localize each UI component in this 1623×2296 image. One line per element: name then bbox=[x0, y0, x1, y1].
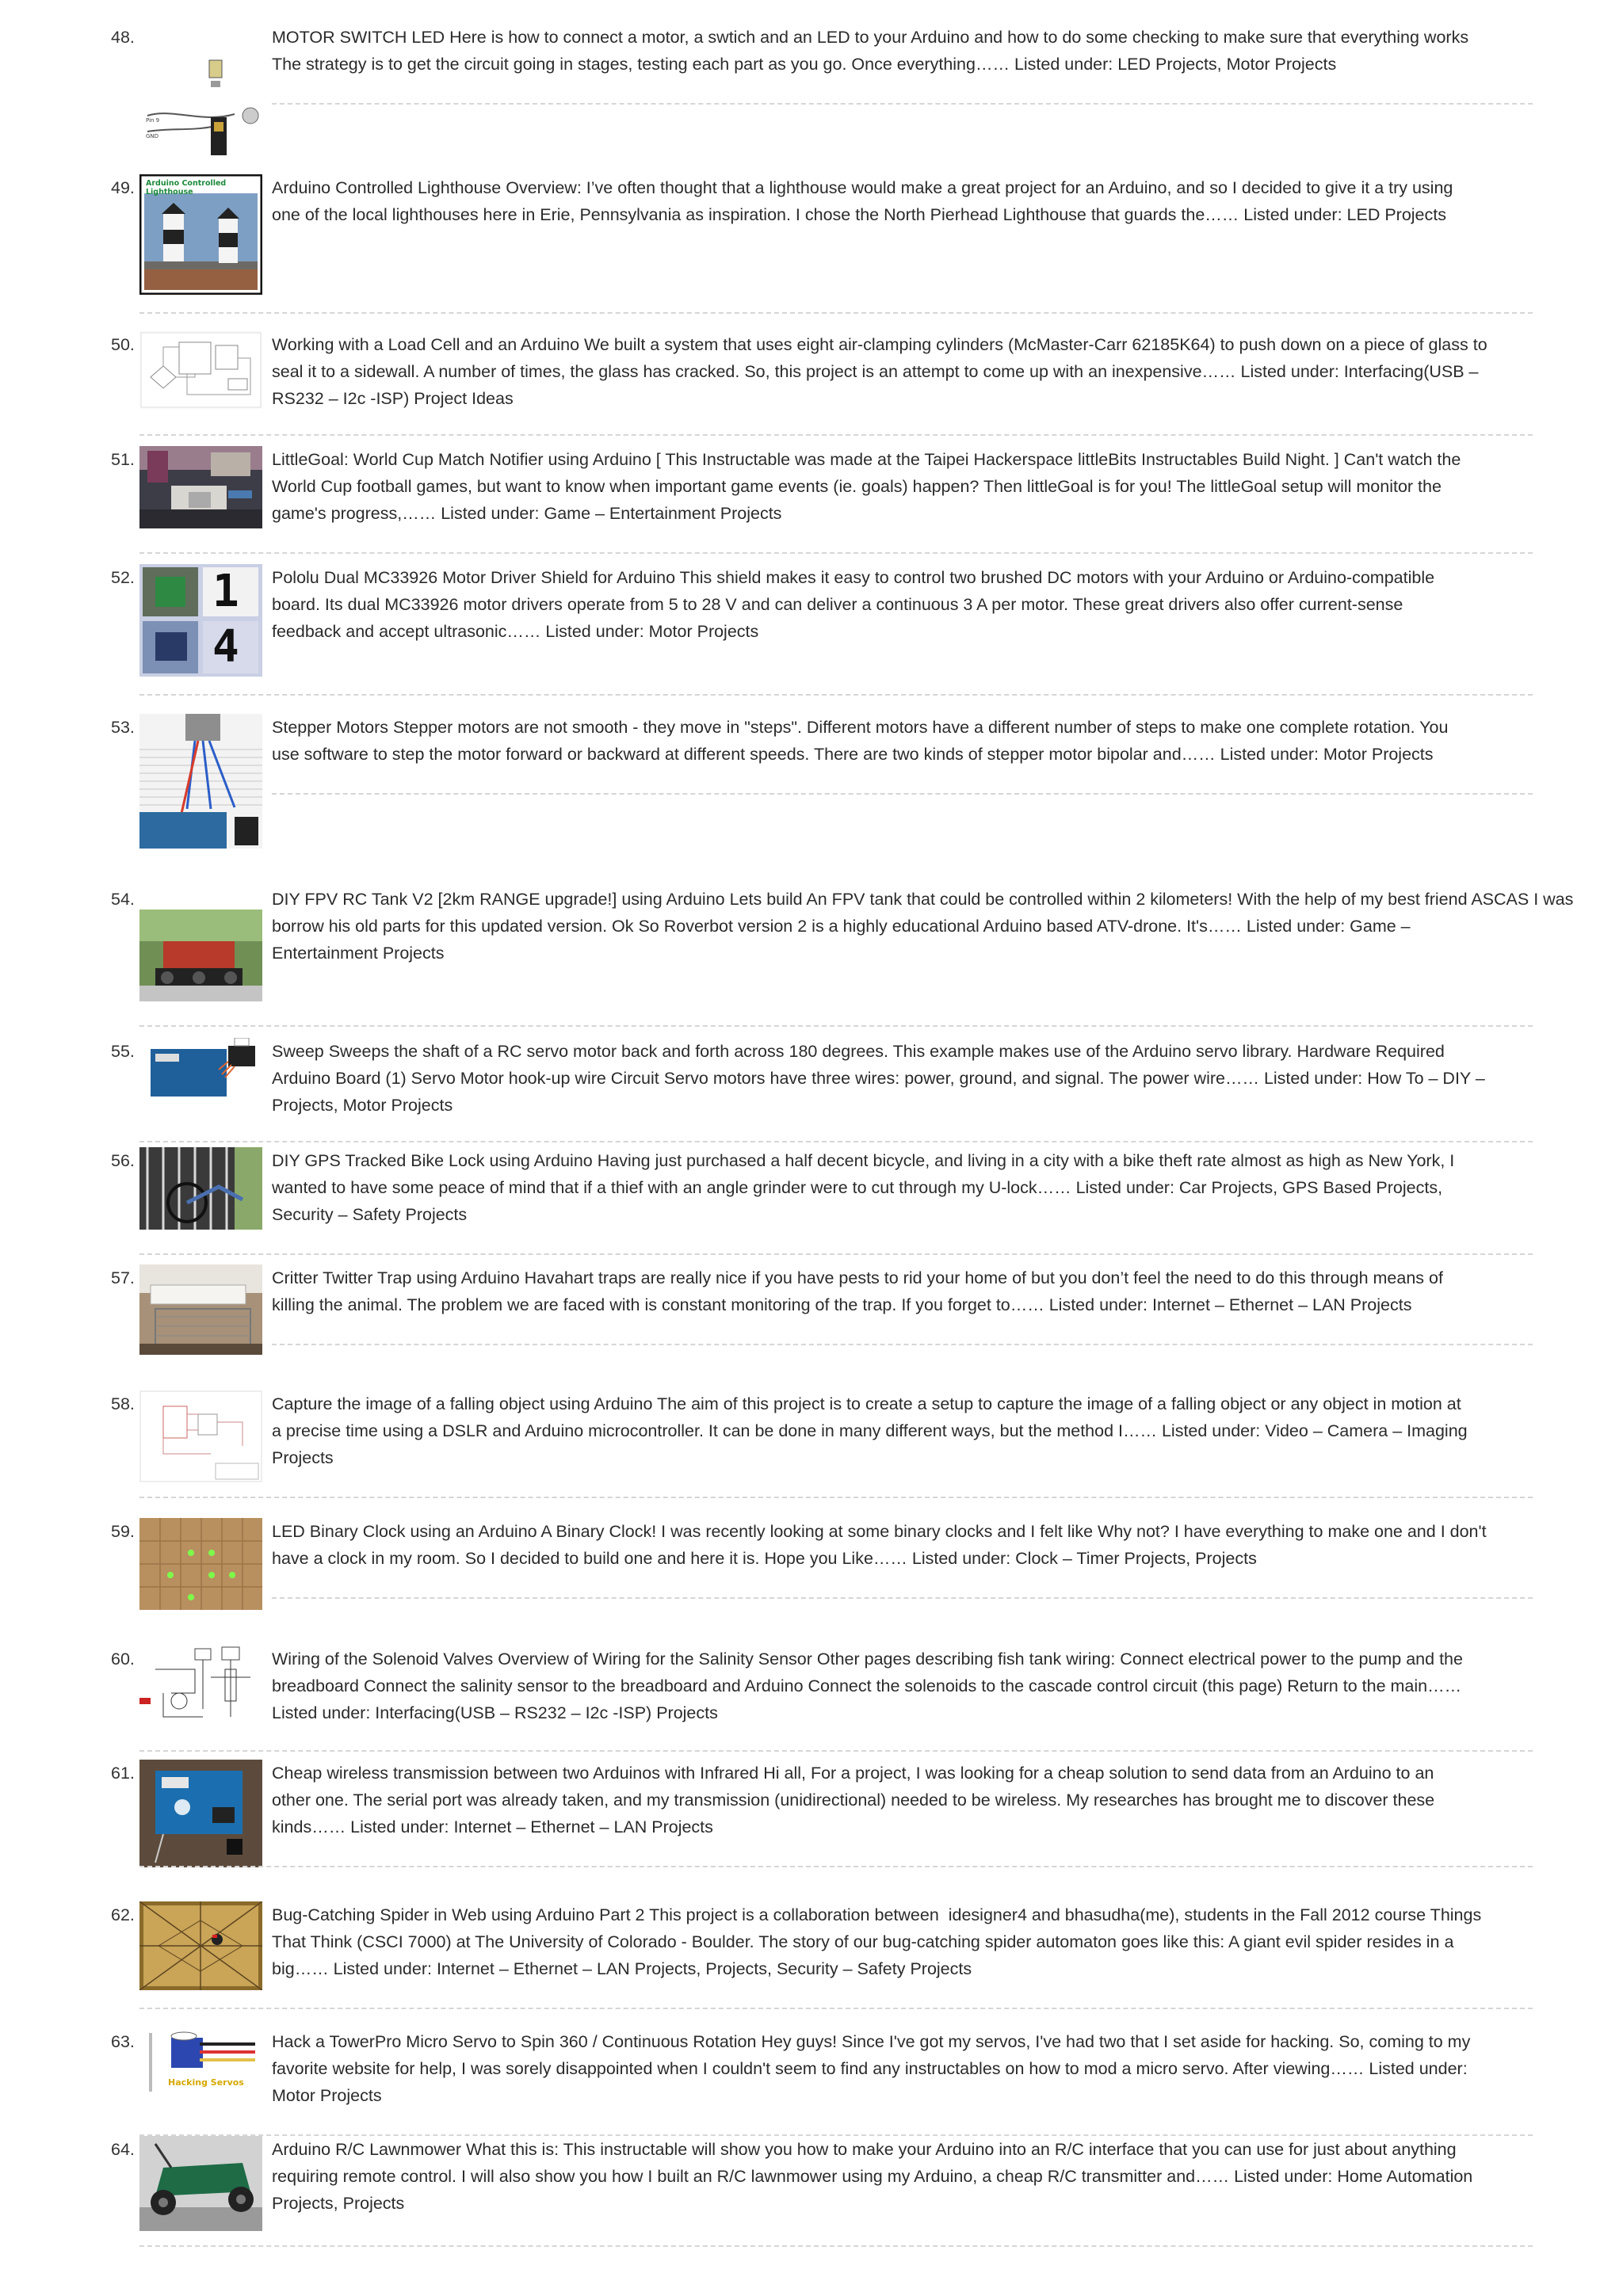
item-description[interactable]: Working with a Load Cell and an Arduino We built a system that uses eight air-clamping cylinders (McMaster-Carr 62185K64) to push down on a piece of glass to seal it to a sidewall. A number of times, the glass has cracked. So, this project is an attempt to come up with an inexpensive…… Listed under: Interfacing(USB – RS232 – I2c -ISP) Project Ideas bbox=[272, 335, 1487, 408]
item-description[interactable]: Hack a TowerPro Micro Servo to Spin 360 / Continuous Rotation Hey guys! Since I've got my servos, I've had two that I set aside for hacking. So, coming to my favorite website for help, I was sorely disappointed when I couldn't seem to find any instructables on how to mod a micro servo. After viewing…… Listed under: Motor Projects bbox=[272, 2032, 1471, 2105]
item-number: 52. bbox=[111, 568, 135, 587]
item-number: 62. bbox=[111, 1905, 135, 1924]
critter-trap-thumbnail[interactable] bbox=[139, 1264, 262, 1355]
item-number: 55. bbox=[111, 1042, 135, 1061]
lighthouse-thumbnail[interactable] bbox=[139, 174, 262, 295]
item-description[interactable]: LED Binary Clock using an Arduino A Binary Clock! I was recently looking at some binary clocks and I felt like Why not? I have everything to make one and I don't have a clock in my room. So I decided to build one and here it is. Hope you Like…… Listed under: Clock – Timer Projects, Projects bbox=[272, 1522, 1487, 1568]
divider bbox=[139, 312, 1533, 314]
divider bbox=[272, 1597, 1533, 1599]
item-number: 48. bbox=[111, 28, 135, 47]
item-description[interactable]: LittleGoal: World Cup Match Notifier using Arduino [ This Instructable was made at the Taipei Hackerspace littleBits Instructables Build Night. ] Can't watch the World Cup football games, but want to know when important game events (ie. goals) happen? Then littleGoal is for you! The littleGoal setup will monitor the game's progress,…… Listed under: Game – Entertainment Projects bbox=[272, 450, 1461, 523]
stepper-motor-thumbnail[interactable] bbox=[139, 714, 262, 849]
rc-lawnmower-thumbnail[interactable] bbox=[139, 2136, 262, 2231]
divider bbox=[139, 2245, 1533, 2247]
item-number: 51. bbox=[111, 450, 135, 469]
divider bbox=[139, 1497, 1533, 1498]
thumbnail-glyph: 1 bbox=[212, 566, 239, 617]
item-description[interactable]: Cheap wireless transmission between two Arduinos with Infrared Hi all, For a project, I was looking for a cheap solution to send data from an Arduino to an other one. The serial port was already taken, and my transmission (unidirectional) needed to be wireless. My researches has brought me to discover these kinds…… Listed under: Internet – Ethernet – LAN Projects bbox=[272, 1764, 1435, 1836]
thumbnail-caption: Hacking Servos bbox=[168, 2077, 244, 2088]
item-number: 49. bbox=[111, 178, 135, 197]
micro-servo-thumbnail[interactable] bbox=[139, 2028, 262, 2098]
spider-web-thumbnail[interactable] bbox=[139, 1901, 262, 1990]
item-description[interactable]: Critter Twitter Trap using Arduino Havahart traps are really nice if you have pests to rid your home of but you don’t feel the need to do this through means of killing the animal. The problem we are faced with is constant monitoring of the trap. If you forget to…… Listed under: Internet – Ethernet – LAN Projects bbox=[272, 1268, 1443, 1314]
infrared-arduino-thumbnail[interactable] bbox=[139, 1760, 262, 1867]
item-description[interactable]: Arduino R/C Lawnmower What this is: This instructable will show you how to make your Arduino into an R/C interface that you can use for just about anything requiring remote control. I will also show you how I built an R/C lawnmower using my Arduino, a cheap R/C transmitter and…… Listed under: Home Automation Projects, Projects bbox=[272, 2140, 1473, 2213]
littlegoal-thumbnail[interactable] bbox=[139, 446, 262, 528]
item-number: 57. bbox=[111, 1268, 135, 1287]
item-description[interactable]: Stepper Motors Stepper motors are not smooth - they move in "steps". Different motors have a different number of steps to make one complete rotation. You use software to step the motor forward or backward at different speeds. There are two kinds of stepper motor bipolar and…… Listed under: Motor Projects bbox=[272, 718, 1449, 764]
pololu-shield-thumbnail[interactable] bbox=[139, 564, 262, 677]
svg-text:Pin 9: Pin 9 bbox=[146, 117, 160, 124]
rc-tank-thumbnail[interactable] bbox=[139, 910, 262, 1001]
divider bbox=[139, 1253, 1533, 1255]
item-number: 56. bbox=[111, 1151, 135, 1170]
item-number: 53. bbox=[111, 718, 135, 737]
solenoid-wiring-thumbnail[interactable] bbox=[139, 1646, 262, 1726]
item-description[interactable]: Sweep Sweeps the shaft of a RC servo motor back and forth across 180 degrees. This example makes use of the Arduino servo library. Hardware Required Arduino Board (1) Servo Motor hook-up wire Circuit Servo motors have three wires: power, ground, and signal. The power wire…… Listed under: How To – DIY – Projects, Motor Projects bbox=[272, 1042, 1485, 1115]
load-cell-schematic-thumbnail[interactable] bbox=[139, 331, 262, 409]
svg-text:GND: GND bbox=[146, 133, 159, 139]
motor-switch-led-thumbnail[interactable] bbox=[139, 52, 262, 163]
divider bbox=[139, 2008, 1533, 2009]
thumbnail-caption: Arduino Controlled Lighthouse bbox=[146, 179, 227, 196]
item-description[interactable]: MOTOR SWITCH LED Here is how to connect a motor, a swtich and an LED to your Arduino and how to do some checking to make sure that everything works The strategy is to get the circuit going in stages, testing each part as you go. Once everything…… Listed under: LED Projects, Motor Projects bbox=[272, 28, 1469, 74]
item-number: 61. bbox=[111, 1764, 135, 1783]
item-number: 50. bbox=[111, 335, 135, 354]
item-number: 58. bbox=[111, 1394, 135, 1413]
divider bbox=[272, 103, 1533, 105]
item-description[interactable]: DIY GPS Tracked Bike Lock using Arduino Having just purchased a half decent bicycle, and living in a city with a bike theft rate almost as high as New York, I wanted to have some peace of mind that if a thief with an angle grinder were to cut through my U-lock…… Listed under: Car Projects, GPS Based Projects, Security – Safety Projects bbox=[272, 1151, 1455, 1224]
item-description[interactable]: DIY FPV RC Tank V2 [2km RANGE upgrade!] using Arduino Lets build An FPV tank that could be controlled within 2 kilometers! With the help of my best friend ASCAS I was borrow his old parts for this updated version. Ok So Roverbot version 2 is a highly educational Arduino based ATV-drone. It's…… Listed under: Game – Entertainment Projects bbox=[272, 890, 1574, 963]
item-description[interactable]: Arduino Controlled Lighthouse Overview: I’ve often thought that a lighthouse would make a great project for an Arduino, and so I decided to give it a try using one of the local lighthouses here in Erie, Pennsylvania as inspiration. I chose the North Pierhead Lighthouse that guards the…… Listed under: LED Projects bbox=[272, 178, 1453, 224]
divider bbox=[139, 1750, 1533, 1752]
binary-clock-thumbnail[interactable] bbox=[139, 1518, 262, 1610]
falling-object-schematic-thumbnail[interactable] bbox=[139, 1390, 262, 1482]
divider bbox=[139, 552, 1533, 554]
servo-sweep-thumbnail[interactable] bbox=[139, 1038, 262, 1101]
item-description[interactable]: Wiring of the Solenoid Valves Overview of Wiring for the Salinity Sensor Other pages describing fish tank wiring: Connect electrical power to the pump and the breadboard Connect the salinity sensor to the breadboard and Arduino Connect the solenoids to the cascade control circuit (this page) Return to the main…… Listed under: Interfacing(USB – RS232 – I2c -ISP) Projects bbox=[272, 1650, 1463, 1722]
item-number: 60. bbox=[111, 1650, 135, 1669]
item-description[interactable]: Bug-Catching Spider in Web using Arduino Part 2 This project is a collaboration between idesigner4 and bhasudha(me), students in the Fall 2012 course Things That Think (CSCI 7000) at The University of Colorado - Boulder. The story of our bug-catching spider automaton goes like this: A giant evil spider resides in a big…… Listed under: Internet – Ethernet – LAN Projects, Projects, Security – Safety Projects bbox=[272, 1905, 1482, 1978]
item-number: 54. bbox=[111, 890, 135, 909]
divider bbox=[139, 1141, 1533, 1142]
item-number: 64. bbox=[111, 2140, 135, 2159]
divider bbox=[139, 1025, 1533, 1027]
item-number: 63. bbox=[111, 2032, 135, 2051]
bike-lock-thumbnail[interactable] bbox=[139, 1147, 262, 1230]
thumbnail-glyph: 4 bbox=[212, 621, 239, 673]
item-description[interactable]: Capture the image of a falling object using Arduino The aim of this project is to create a setup to capture the image of a falling object or any object in motion at a precise time using a DSLR and Arduino microcontroller. It can be done in many different ways, but the method I…… Listed under: Video – Camera – Imaging Projects bbox=[272, 1394, 1468, 1467]
divider bbox=[139, 1866, 1533, 1867]
divider bbox=[139, 694, 1533, 696]
divider bbox=[272, 1344, 1533, 1345]
divider bbox=[272, 793, 1533, 795]
item-number: 59. bbox=[111, 1522, 135, 1541]
divider bbox=[139, 434, 1533, 436]
item-description[interactable]: Pololu Dual MC33926 Motor Driver Shield for Arduino This shield makes it easy to control two brushed DC motors with your Arduino or Arduino-compatible board. Its dual MC33926 motor drivers operate from 5 to 28 V and can deliver a continuous 3 A per motor. These great drivers also offer current-sense feedback and accept ultrasonic…… Listed under: Motor Projects bbox=[272, 568, 1435, 641]
